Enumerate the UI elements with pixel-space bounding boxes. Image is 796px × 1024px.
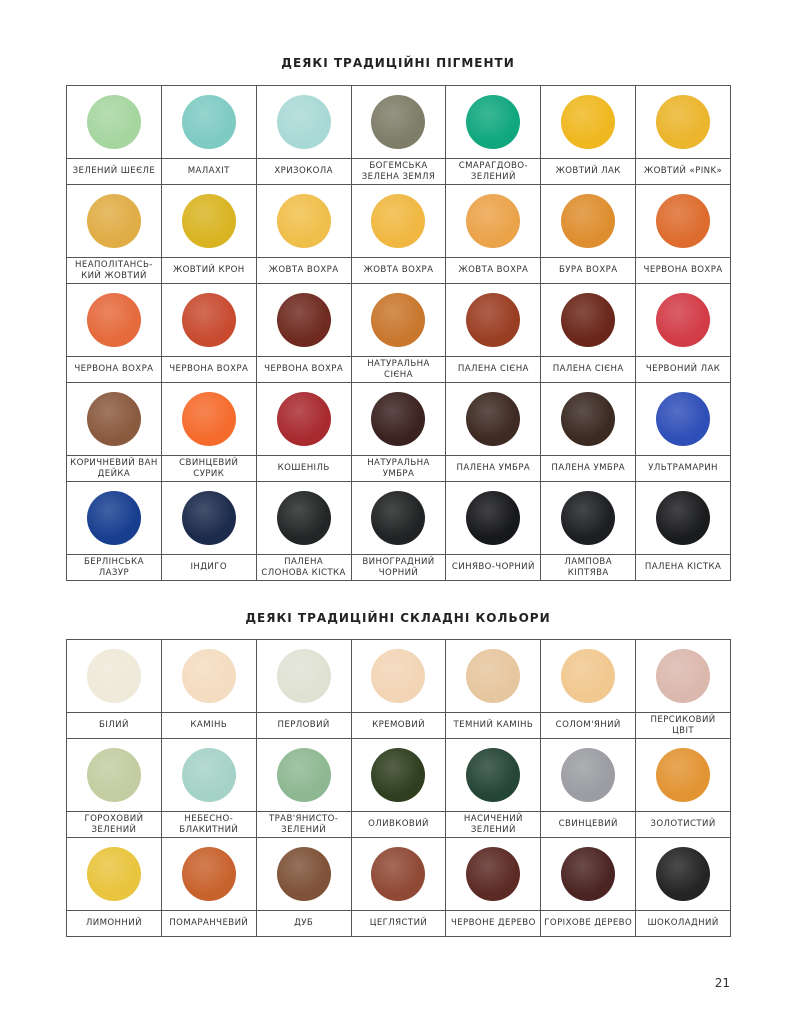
page-number: 21: [714, 976, 730, 990]
color-label: ПЕРСИКОВИЙ ЦВІТ: [650, 714, 716, 736]
swatch-area: [257, 640, 351, 713]
swatch-area: [162, 838, 256, 911]
color-swatch: [87, 748, 141, 802]
color-label: НАСИЧЕНИЙ ЗЕЛЕНИЙ: [463, 813, 523, 835]
color-label: СОЛОМ'ЯНИЙ: [555, 720, 621, 731]
color-cell: [67, 86, 162, 185]
color-swatch: [561, 392, 615, 446]
swatch-area: [257, 482, 351, 555]
color-label: ЖОВТА ВОХРА: [458, 265, 529, 276]
color-cell: [67, 284, 162, 383]
color-cell: [352, 640, 447, 739]
color-swatch: [371, 95, 425, 149]
color-label: СИНЯВО-ЧОРНИЙ: [451, 562, 535, 573]
color-cell: [541, 86, 636, 185]
color-cell: [636, 482, 731, 581]
color-swatch: [87, 847, 141, 901]
swatch-area: [541, 739, 635, 812]
color-label: ПАЛЕНА СІЄНА: [552, 364, 624, 375]
swatch-area: [446, 383, 540, 456]
color-label: ЧЕРВОНА ВОХРА: [643, 265, 723, 276]
color-cell: [257, 185, 352, 284]
color-cell: [352, 86, 447, 185]
swatch-area: [67, 640, 161, 713]
color-cell: [446, 482, 541, 581]
color-swatch: [561, 293, 615, 347]
color-label: КОШЕНІЛЬ: [277, 463, 330, 474]
color-swatch: [466, 847, 520, 901]
swatch-area: [636, 185, 730, 258]
color-swatch: [371, 748, 425, 802]
color-swatch: [561, 649, 615, 703]
color-cell: [352, 284, 447, 383]
color-cell: [257, 383, 352, 482]
color-swatch: [87, 95, 141, 149]
color-cell: [352, 838, 447, 937]
color-label: ПАЛЕНА УМБРА: [456, 463, 531, 474]
swatch-area: [67, 482, 161, 555]
color-label: БУРА ВОХРА: [558, 265, 618, 276]
color-cell: [67, 482, 162, 581]
color-swatch: [466, 491, 520, 545]
swatch-area: [446, 482, 540, 555]
color-cell: [541, 838, 636, 937]
color-swatch: [182, 649, 236, 703]
color-swatch: [87, 649, 141, 703]
color-swatch: [561, 847, 615, 901]
swatch-area: [352, 640, 446, 713]
swatch-area: [636, 482, 730, 555]
color-cell: [162, 739, 257, 838]
color-swatch: [656, 847, 710, 901]
color-swatch: [182, 95, 236, 149]
color-cell: [446, 383, 541, 482]
color-label: НАТУРАЛЬНА СІЄНА: [367, 358, 430, 380]
color-cell: [636, 185, 731, 284]
color-cell: [257, 482, 352, 581]
color-cell: [67, 739, 162, 838]
color-swatch: [277, 649, 331, 703]
color-cell: [162, 838, 257, 937]
color-label: ПАЛЕНА СІЄНА: [457, 364, 529, 375]
color-label: ЛИМОННИЙ: [85, 918, 142, 929]
color-label: ЧЕРВОНЕ ДЕРЕВО: [450, 918, 536, 929]
color-cell: [257, 284, 352, 383]
color-label: ГОРОХОВИЙ ЗЕЛЕНИЙ: [84, 813, 144, 835]
swatch-area: [636, 739, 730, 812]
color-cell: [67, 640, 162, 739]
swatch-area: [257, 185, 351, 258]
color-cell: [67, 185, 162, 284]
color-swatch: [182, 392, 236, 446]
swatch-area: [67, 383, 161, 456]
color-swatch: [87, 491, 141, 545]
color-cell: [636, 383, 731, 482]
color-swatch: [561, 491, 615, 545]
color-label: ЖОВТИЙ ЛАК: [555, 166, 621, 177]
swatch-area: [352, 383, 446, 456]
swatch-area: [162, 640, 256, 713]
color-label: ЧЕРВОНА ВОХРА: [74, 364, 154, 375]
swatch-area: [636, 86, 730, 159]
swatch-area: [352, 482, 446, 555]
color-cell: [541, 383, 636, 482]
swatch-area: [446, 185, 540, 258]
swatch-area: [257, 739, 351, 812]
color-label: КАМІНЬ: [190, 720, 228, 731]
swatch-area: [162, 185, 256, 258]
color-cell: [162, 185, 257, 284]
color-cell: [541, 739, 636, 838]
color-label: ЦЕГЛЯСТИЙ: [369, 918, 428, 929]
color-swatch: [466, 748, 520, 802]
color-cell: [446, 185, 541, 284]
color-swatch: [371, 194, 425, 248]
color-swatch: [656, 748, 710, 802]
color-label: УЛЬТРАМАРИН: [648, 463, 718, 474]
color-swatch: [182, 293, 236, 347]
color-cell: [446, 86, 541, 185]
swatch-area: [541, 640, 635, 713]
color-label: ОЛИВКОВИЙ: [368, 819, 429, 830]
swatch-area: [446, 739, 540, 812]
swatch-area: [541, 383, 635, 456]
color-label: ПАЛЕНА СЛОНОВА КІСТКА: [261, 556, 346, 578]
color-cell: [636, 86, 731, 185]
swatch-area: [352, 284, 446, 357]
composites-title: ДЕЯКІ ТРАДИЦІЙНІ СКЛАДНІ КОЛЬОРИ: [245, 611, 551, 625]
color-swatch: [87, 293, 141, 347]
swatch-area: [67, 739, 161, 812]
color-swatch: [87, 194, 141, 248]
color-swatch: [277, 293, 331, 347]
color-swatch: [182, 847, 236, 901]
color-swatch: [277, 748, 331, 802]
color-label: КРЕМОВИЙ: [372, 720, 425, 731]
color-cell: [257, 640, 352, 739]
color-label: ЖОВТА ВОХРА: [363, 265, 434, 276]
color-label: НАТУРАЛЬНА УМБРА: [367, 457, 430, 479]
color-cell: [446, 284, 541, 383]
color-swatch: [656, 95, 710, 149]
color-label: ВИНОГРАДНИЙ ЧОРНИЙ: [362, 556, 435, 578]
swatch-area: [67, 86, 161, 159]
color-cell: [446, 640, 541, 739]
color-label: НЕБЕСНО-БЛАКИТНИЙ: [179, 813, 239, 835]
color-swatch: [656, 293, 710, 347]
color-label: СМАРАГДОВО-ЗЕЛЕНИЙ: [458, 160, 528, 182]
swatch-area: [67, 838, 161, 911]
color-label: ПАЛЕНА КІСТКА: [644, 562, 722, 573]
color-label: БЕРЛІНСЬКА ЛАЗУР: [84, 556, 144, 578]
swatch-area: [446, 838, 540, 911]
swatch-area: [67, 284, 161, 357]
color-cell: [162, 640, 257, 739]
color-label: ЖОВТИЙ «PINK»: [643, 166, 723, 177]
composites-grid: [66, 639, 731, 937]
color-swatch: [371, 392, 425, 446]
color-label: ПАЛЕНА УМБРА: [551, 463, 626, 474]
swatch-area: [257, 383, 351, 456]
color-swatch: [656, 649, 710, 703]
color-label: ІНДИГО: [190, 562, 228, 573]
swatch-area: [541, 838, 635, 911]
swatch-area: [67, 185, 161, 258]
color-cell: [446, 739, 541, 838]
color-cell: [541, 284, 636, 383]
swatch-area: [636, 284, 730, 357]
color-label: БОГЕМСЬКА ЗЕЛЕНА ЗЕМЛЯ: [361, 160, 436, 182]
swatch-area: [541, 482, 635, 555]
color-cell: [257, 838, 352, 937]
swatch-area: [257, 284, 351, 357]
color-cell: [541, 185, 636, 284]
color-swatch: [466, 392, 520, 446]
color-label: ЖОВТА ВОХРА: [268, 265, 339, 276]
color-label: ЧЕРВОНА ВОХРА: [169, 364, 249, 375]
swatch-area: [162, 284, 256, 357]
swatch-area: [446, 640, 540, 713]
color-label: ХРИЗОКОЛА: [274, 166, 333, 177]
color-cell: [162, 284, 257, 383]
color-swatch: [87, 392, 141, 446]
color-swatch: [466, 293, 520, 347]
color-cell: [636, 739, 731, 838]
color-swatch: [371, 491, 425, 545]
swatch-area: [541, 284, 635, 357]
color-label: ТРАВ'ЯНИСТО-ЗЕЛЕНИЙ: [268, 813, 339, 835]
color-cell: [257, 86, 352, 185]
color-cell: [636, 284, 731, 383]
color-swatch: [277, 194, 331, 248]
color-swatch: [371, 293, 425, 347]
color-swatch: [466, 95, 520, 149]
color-swatch: [561, 95, 615, 149]
color-swatch: [656, 392, 710, 446]
color-label: ЧЕРВОНИЙ ЛАК: [645, 364, 721, 375]
swatch-area: [541, 86, 635, 159]
swatch-area: [352, 86, 446, 159]
color-label: ТЕМНИЙ КАМІНЬ: [453, 720, 534, 731]
color-cell: [352, 482, 447, 581]
color-swatch: [466, 194, 520, 248]
color-label: ШОКОЛАДНИЙ: [647, 918, 719, 929]
color-label: СВИНЦЕВИЙ: [558, 819, 618, 830]
color-swatch: [561, 194, 615, 248]
swatch-area: [446, 284, 540, 357]
swatch-area: [162, 383, 256, 456]
color-cell: [636, 838, 731, 937]
color-label: КОРИЧНЕВИЙ ВАН ДЕЙКА: [70, 457, 158, 479]
color-cell: [446, 838, 541, 937]
swatch-area: [257, 86, 351, 159]
swatch-area: [257, 838, 351, 911]
color-label: ЗЕЛЕНИЙ ШЕЄЛЕ: [72, 166, 156, 177]
color-label: СВИНЦЕВИЙ СУРИК: [179, 457, 239, 479]
color-label: ЖОВТИЙ КРОН: [172, 265, 245, 276]
color-label: ГОРІХОВЕ ДЕРЕВО: [544, 918, 633, 929]
color-label: ПОМАРАНЧЕВИЙ: [169, 918, 249, 929]
color-label: ЛАМПОВА КІПТЯВА: [564, 556, 612, 578]
swatch-area: [636, 383, 730, 456]
color-swatch: [182, 748, 236, 802]
color-swatch: [371, 649, 425, 703]
swatch-area: [636, 640, 730, 713]
color-cell: [541, 640, 636, 739]
color-cell: [162, 482, 257, 581]
color-cell: [352, 383, 447, 482]
color-swatch: [277, 847, 331, 901]
color-label: ПЕРЛОВИЙ: [277, 720, 330, 731]
color-swatch: [466, 649, 520, 703]
swatch-area: [162, 739, 256, 812]
color-cell: [541, 482, 636, 581]
color-swatch: [277, 491, 331, 545]
swatch-area: [446, 86, 540, 159]
color-cell: [162, 86, 257, 185]
color-label: МАЛАХІТ: [187, 166, 230, 177]
color-cell: [352, 739, 447, 838]
swatch-area: [162, 86, 256, 159]
pigments-grid: [66, 85, 731, 581]
swatch-area: [352, 838, 446, 911]
color-label: ДУБ: [294, 918, 314, 929]
color-swatch: [561, 748, 615, 802]
color-swatch: [371, 847, 425, 901]
color-swatch: [277, 392, 331, 446]
swatch-area: [541, 185, 635, 258]
color-label: НЕАПОЛІТАНСЬ-КИЙ ЖОВТИЙ: [75, 259, 153, 281]
color-swatch: [656, 491, 710, 545]
color-label: ЧЕРВОНА ВОХРА: [264, 364, 344, 375]
color-swatch: [182, 491, 236, 545]
color-cell: [636, 640, 731, 739]
color-label: ЗОЛОТИСТИЙ: [650, 819, 716, 830]
color-cell: [67, 383, 162, 482]
color-swatch: [182, 194, 236, 248]
color-cell: [67, 838, 162, 937]
swatch-area: [352, 185, 446, 258]
color-cell: [162, 383, 257, 482]
color-cell: [257, 739, 352, 838]
color-label: БІЛИЙ: [99, 720, 129, 731]
swatch-area: [352, 739, 446, 812]
color-swatch: [656, 194, 710, 248]
pigments-title: ДЕЯКІ ТРАДИЦІЙНІ ПІГМЕНТИ: [281, 56, 515, 70]
swatch-area: [162, 482, 256, 555]
color-swatch: [277, 95, 331, 149]
color-cell: [352, 185, 447, 284]
swatch-area: [636, 838, 730, 911]
